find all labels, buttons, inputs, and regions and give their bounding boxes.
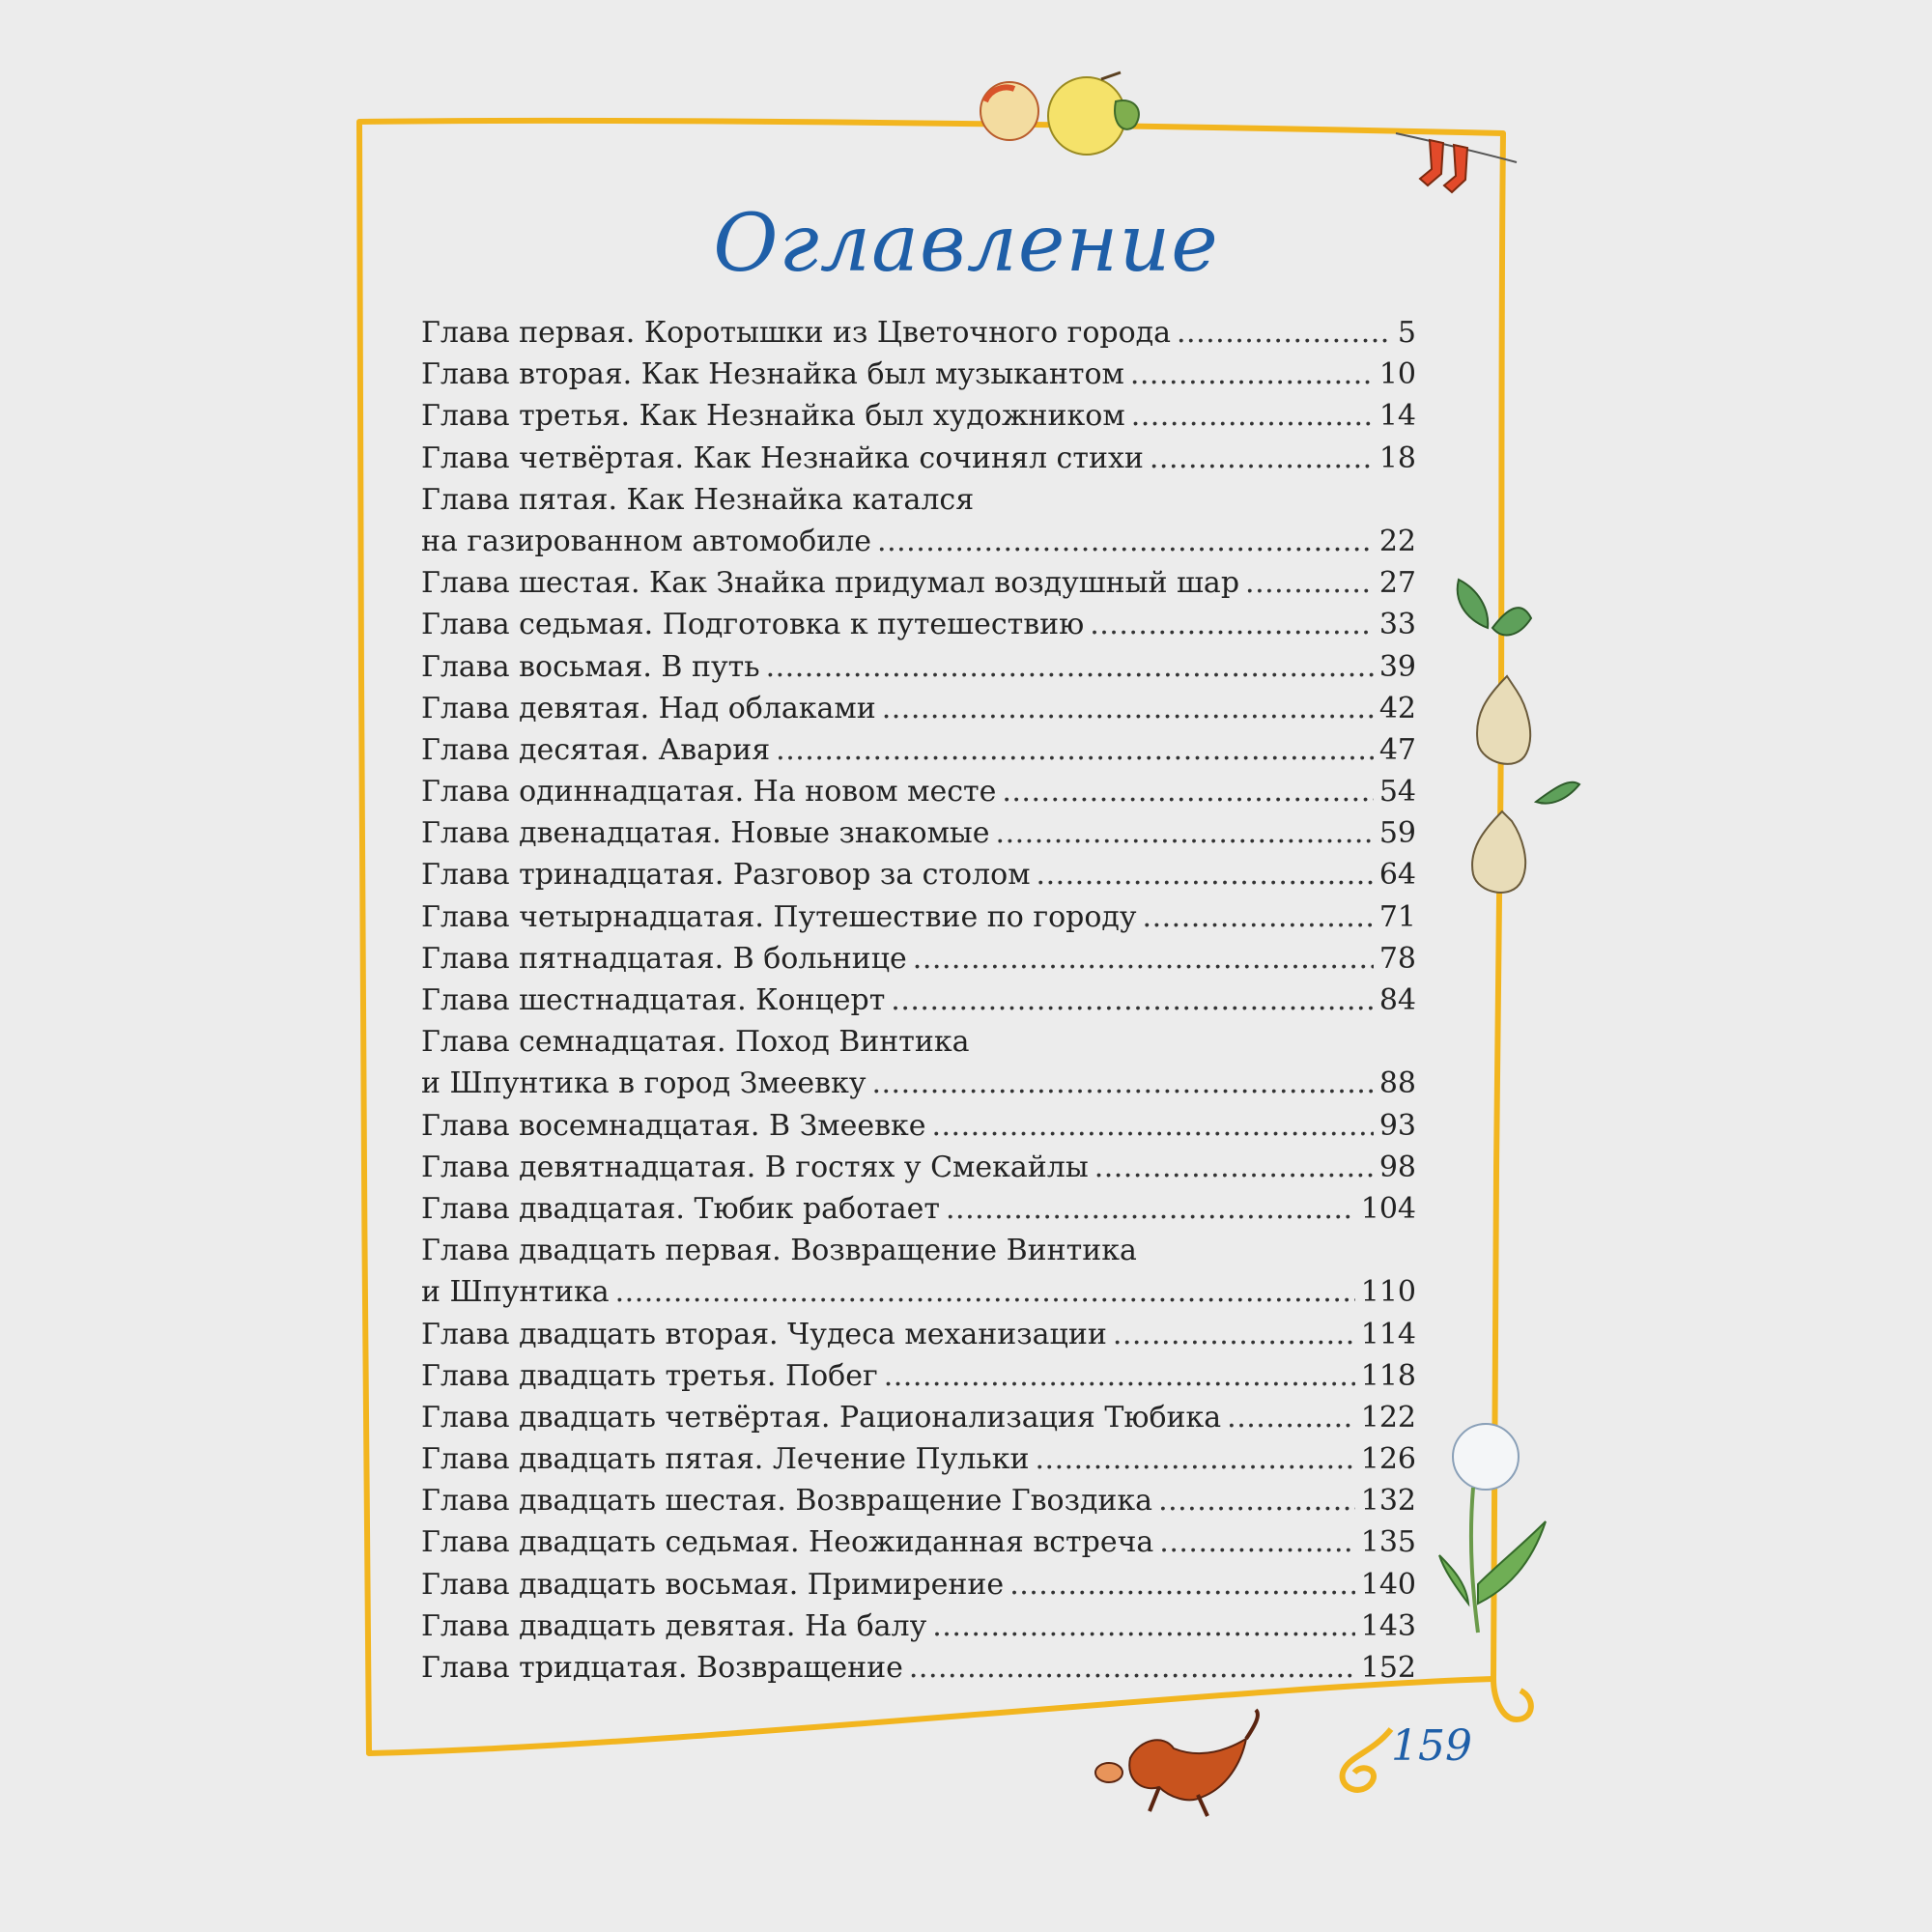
toc-entry-page: 152: [1360, 1651, 1416, 1685]
toc-leader-dots: [1150, 441, 1374, 475]
toc-entry: [421, 1066, 1416, 1108]
toc-leader-dots: [1036, 1442, 1355, 1476]
toc-entry-title: Глава двадцать четвёртая. Рационализация Тюбика: [421, 1400, 1222, 1435]
toc-leader-dots: [877, 525, 1374, 558]
toc-entry-page: 126: [1360, 1442, 1416, 1477]
toc-entry: [421, 399, 1416, 440]
toc-entry-page: 10: [1378, 357, 1416, 392]
toc-entry: [421, 316, 1416, 357]
toc-entry-page: 135: [1360, 1525, 1416, 1560]
toc-entry: [421, 608, 1416, 649]
toc-entry-page: 122: [1360, 1400, 1416, 1435]
toc-leader-dots: [1158, 1484, 1355, 1518]
toc-entry: [421, 1651, 1416, 1692]
toc-entry-title: Глава тридцатая. Возвращение: [421, 1651, 903, 1685]
toc-entry-page: 59: [1378, 816, 1416, 851]
toc-entry-title: Глава двадцать первая. Возвращение Винтика: [421, 1234, 1137, 1268]
toc-entry-page: 143: [1360, 1608, 1416, 1643]
toc-entry: [421, 1109, 1416, 1151]
toc-entry: [421, 1401, 1416, 1442]
toc-entry-title: Глава двадцать третья. Побег: [421, 1358, 878, 1393]
page-title: Оглавление: [713, 198, 1219, 290]
toc-leader-dots: [1131, 399, 1374, 433]
toc-entry-title: на газированном автомобиле: [421, 524, 872, 558]
toc-entry-title: Глава четвёртая. Как Незнайка сочинял стихи: [421, 440, 1144, 475]
toc-entry-title: Глава двадцать девятая. На балу: [421, 1608, 927, 1643]
toc-leader-dots: [1037, 858, 1374, 892]
toc-leader-dots: [1177, 316, 1392, 350]
toc-entry-title: Глава шестнадцатая. Концерт: [421, 983, 886, 1017]
toc-entry-page: 22: [1378, 524, 1416, 558]
toc-leader-dots: [996, 816, 1374, 850]
toc-entry: [421, 692, 1416, 733]
toc-entry-title: Глава пятнадцатая. В больнице: [421, 941, 907, 976]
toc-entry: [421, 1151, 1416, 1192]
page-number: 159: [1391, 1721, 1472, 1771]
toc-entry-page: 88: [1378, 1066, 1416, 1101]
toc-entry-title: Глава шестая. Как Знайка придумал воздушный шар: [421, 566, 1240, 601]
toc-entry: [421, 942, 1416, 983]
toc-entry-title: Глава двадцать вторая. Чудеса механизации: [421, 1317, 1107, 1351]
toc-leader-dots: [1130, 357, 1374, 391]
toc-entry: [421, 1568, 1416, 1609]
socks-icon: [1396, 133, 1517, 192]
toc-leader-dots: [1094, 1151, 1374, 1184]
toc-entry: [421, 1525, 1416, 1567]
toc-entry: [421, 441, 1416, 483]
toc-entry-page: 110: [1360, 1275, 1416, 1310]
toc-entry-title: Глава тринадцатая. Разговор за столом: [421, 858, 1031, 893]
toc-entry: [421, 525, 1416, 566]
toc-entry-title: Глава четырнадцатая. Путешествие по городу: [421, 899, 1137, 934]
toc-leader-dots: [766, 650, 1374, 684]
toc-leader-dots: [946, 1192, 1355, 1226]
toc-entry-title: Глава девятнадцатая. В гостях у Смекайлы: [421, 1150, 1089, 1184]
pears-icon: [1458, 580, 1579, 893]
toc-entry-title: Глава семнадцатая. Поход Винтика: [421, 1025, 970, 1060]
toc-leader-dots: [932, 1609, 1354, 1643]
toc-entry-title: Глава третья. Как Незнайка был художником: [421, 399, 1125, 434]
dog-icon: [1095, 1710, 1258, 1816]
toc-entry: [421, 983, 1416, 1025]
toc-leader-dots: [776, 733, 1374, 767]
toc-leader-dots: [871, 1066, 1373, 1100]
toc-leader-dots: [1245, 566, 1374, 600]
toc-entry: [421, 858, 1416, 899]
toc-leader-dots: [909, 1651, 1355, 1685]
toc-leader-dots: [1090, 608, 1374, 641]
toc-entry-page: 71: [1378, 899, 1416, 934]
toc-leader-dots: [615, 1275, 1355, 1309]
toc-entry-title: Глава пятая. Как Незнайка катался: [421, 482, 975, 517]
toc-entry-title: Глава двадцать седьмая. Неожиданная встреча: [421, 1525, 1154, 1560]
toc-entry-page: 104: [1360, 1191, 1416, 1226]
toc-leader-dots: [1113, 1318, 1355, 1351]
toc-entry-page: 114: [1360, 1317, 1416, 1351]
toc-leader-dots: [1159, 1525, 1354, 1559]
toc-entry-page: 54: [1378, 775, 1416, 810]
toc-entry-page: 64: [1378, 858, 1416, 893]
toc-entry: [421, 1318, 1416, 1359]
toc-entry: [421, 1484, 1416, 1525]
toc-entry: [421, 483, 1416, 525]
toc-entry-page: 93: [1378, 1108, 1416, 1143]
toc-entry: [421, 1359, 1416, 1401]
toc-entry-title: Глава двадцать шестая. Возвращение Гвоздика: [421, 1484, 1153, 1519]
toc-entry-page: 132: [1360, 1484, 1416, 1519]
toc-leader-dots: [1009, 1568, 1355, 1602]
toc-entry: [421, 775, 1416, 816]
toc-entry-title: Глава двадцать пятая. Лечение Пульки: [421, 1442, 1030, 1477]
toc-entry: [421, 1025, 1416, 1066]
toc-entry: [421, 733, 1416, 775]
toc-entry-title: Глава восемнадцатая. В Змеевке: [421, 1108, 926, 1143]
toc-entry-page: 78: [1378, 941, 1416, 976]
toc-entry: [421, 816, 1416, 858]
toc-entry-page: 84: [1378, 983, 1416, 1017]
toc-entry-page: 5: [1397, 316, 1416, 350]
toc-entry: [421, 357, 1416, 399]
toc-entry-title: и Шпунтика: [421, 1275, 610, 1310]
toc-entry: [421, 1275, 1416, 1317]
toc-entry: [421, 1442, 1416, 1484]
toc-entry-page: 98: [1378, 1150, 1416, 1184]
toc-entry: [421, 1192, 1416, 1234]
toc-entry-page: 27: [1378, 566, 1416, 601]
toc-entry-title: Глава восьмая. В путь: [421, 649, 760, 684]
toc-entry-page: 47: [1378, 732, 1416, 767]
toc-entry-title: Глава вторая. Как Незнайка был музыкантом: [421, 357, 1124, 392]
toc-entry-page: 33: [1378, 608, 1416, 642]
toc-entry-title: Глава одиннадцатая. На новом месте: [421, 775, 997, 810]
toc-leader-dots: [884, 1359, 1355, 1393]
toc-entry-title: Глава девятая. Над облаками: [421, 691, 876, 725]
toc-entry-title: и Шпунтика в город Змеевку: [421, 1066, 867, 1101]
toc-entry: [421, 650, 1416, 692]
toc-entry-page: 118: [1360, 1358, 1416, 1393]
toc-entry: [421, 566, 1416, 608]
toc-entry-page: 140: [1360, 1567, 1416, 1602]
toc-entry-title: Глава двенадцатая. Новые знакомые: [421, 816, 990, 851]
toc-entry-page: 39: [1378, 649, 1416, 684]
apples-icon: [980, 72, 1139, 155]
toc-entry-page: 14: [1378, 399, 1416, 434]
toc-entry-title: Глава первая. Коротышки из Цветочного города: [421, 316, 1172, 350]
toc-leader-dots: [882, 692, 1374, 725]
toc-entry-title: Глава десятая. Авария: [421, 732, 771, 767]
toc-entry-title: Глава двадцатая. Тюбик работает: [421, 1191, 941, 1226]
toc-entry: [421, 900, 1416, 942]
toc-leader-dots: [913, 942, 1374, 976]
toc-leader-dots: [1002, 775, 1373, 809]
toc-leader-dots: [891, 983, 1374, 1017]
toc-entry-page: 18: [1378, 440, 1416, 475]
toc-entry: [421, 1234, 1416, 1275]
table-of-contents: [421, 316, 1416, 1692]
toc-entry-title: Глава седьмая. Подготовка к путешествию: [421, 608, 1085, 642]
toc-leader-dots: [1227, 1401, 1355, 1435]
toc-entry-page: 42: [1378, 691, 1416, 725]
toc-leader-dots: [1143, 900, 1374, 934]
toc-entry-title: Глава двадцать восьмая. Примирение: [421, 1567, 1005, 1602]
toc-leader-dots: [931, 1109, 1373, 1143]
toc-entry: [421, 1609, 1416, 1651]
